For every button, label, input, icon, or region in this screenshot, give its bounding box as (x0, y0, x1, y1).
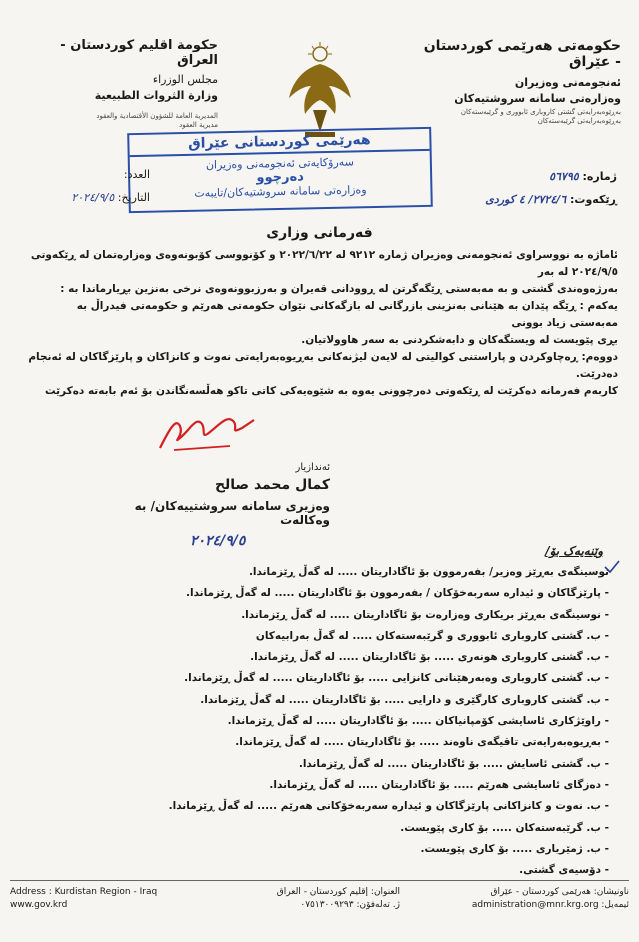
footer-english (10, 886, 157, 912)
footer-phone: ژ. تەلەفۆن: ٠٧٥١٣٠٠٩٢٩٣ (300, 900, 400, 910)
date-label-ar: التاريخ: (117, 191, 150, 204)
stamp-presidency: سەرۆکایەتی ئەنجومەنی وەزیران (205, 155, 354, 172)
document-body (28, 247, 618, 400)
footer-kurdish (429, 886, 629, 912)
body-paragraph-4: بڕی پێویست لە ویستگەکان و دابەشکردنی بە سەر هاوولاتیان. (301, 334, 618, 346)
header-kurdish (421, 38, 621, 126)
header-arabic (18, 38, 218, 130)
footer-website[interactable]: www.gov.krd (10, 900, 68, 910)
body-paragraph-2: بەرژەوەندی گشتی و بە مەبەستی ڕێگەگرتن لە ڕوودانی قەیران و بەرزبوونەوەی نرخی بەنزین بڕیارماندا بە : (60, 283, 618, 295)
stamp-ministry: وەزارەتی سامانە سروشتیەکان/تایبەت (194, 183, 367, 200)
cc-item: - ب. گشتی کاروباری کارگێری و دارایی ..... بۆ ئاگاداریتان ..... لە گەڵ ڕێزماندا. (200, 693, 609, 706)
footer-address-ar: العنوان: إقليم كوردستان - العراق (276, 887, 400, 897)
footer-arabic (240, 886, 400, 912)
footer-divider (10, 880, 629, 881)
header-gov-ar: حكومة اقليم كوردستان - العراق (60, 38, 218, 68)
cc-item: - راوێژکاری ئاسایشی کۆمپانیاکان ..... بۆ ئاگاداریتان ..... لە گەڵ ڕێزماندا. (227, 715, 609, 728)
signatory-role: ئەندازیار (295, 462, 330, 473)
body-paragraph-3: یەکەم : ڕێگە پێدان بە هێنانی بەنزینی بازرگانی لە بازگەکانی نێوان حکومەتی هەرێم و حکومەتی فیدراڵ بە مەبەستی زیاد بوونی (76, 300, 618, 329)
header-council-ku: ئەنجومەنی وەزیران (514, 76, 621, 89)
cc-item: - ب. ژمێریاری ..... بۆ کاری پێویست. (420, 842, 609, 855)
number-label-ku: ژمارە: (582, 170, 617, 183)
body-paragraph-1: ئاماژە بە نووسراوی ئەنجومەنی وەزیران ژمارە ٩٢١٢ لە ٢٠٢٢/٦/٢٢ و کۆنووسی کۆبونەوەی وەزارەتمان لە ڕێکەوتی ٢٠٢٤/٩/٥ لە بەر (30, 249, 618, 278)
outgoing-stamp (127, 127, 433, 213)
cc-item: - دۆسیەی گشتی. (519, 864, 609, 877)
header-council-ar: مجلس الوزراء (152, 73, 218, 86)
date-value-ar: ٢٠٢٤/٩/٥ (71, 191, 115, 204)
cc-item: - ب. گشتی کاروباری ئابووری و گرێبەستەکان ..... لە گەڵ بەرابیەکان (255, 629, 609, 642)
date-label-ku: ڕێکەوت: (570, 193, 617, 206)
cc-item: - ب. گشتی کاروباری هونەری ..... بۆ ئاگاداریتان ..... لە گەڵ ڕێزماندا. (250, 651, 609, 664)
kurdistan-emblem-icon (275, 40, 365, 140)
cc-item: - ب. نەوت و کانزاکانی پارێزگاکان و ئیدارە سەربەخۆکانی هەرێم ..... لە گەڵ ڕێزماندا. (168, 800, 609, 813)
body-paragraph-5: دووەم: ڕەچاوکردن و پاراستنی کوالیتی لە لایەن لیژنەکانی بەڕیوەبەرایەتی نەوت و کانزاکان و پارێزگاکان لە ئەنجام دەدرێت. (28, 351, 618, 380)
header-dept-ar: المديرية العامة للشؤون الأقتصادية والعقود (96, 112, 218, 120)
cc-item: - دەزگای ئاسایشی هەرێم ..... بۆ ئاگاداریتان ..... لە گەڵ ڕێزماندا. (269, 778, 609, 791)
cc-item: - ب. گشتی کاروباری وەبەرهێنانی کانزایی ..... بۆ ئاگاداریتان ..... لە گەڵ ڕێزماندا. (184, 672, 609, 685)
header-dept-ku: بەڕێوەبەرایەتی گشتی کاروباری ئابووری و گرێبەستەکان (460, 108, 621, 116)
reference-kurdish (485, 170, 617, 216)
footer-address-en: Address : Kurdistan Region - Iraq (10, 887, 158, 897)
number-label-ar: العدد: (123, 168, 150, 181)
number-value-ku: ٥٦٧٩٥ (549, 170, 579, 183)
document-title: فەرمانی وزاری (266, 225, 373, 241)
signatory-name: کمال محمد صالح (214, 477, 330, 493)
cc-item: - ب. گشتی ئاسایش ..... بۆ ئاگاداریتان ..... لە گەڵ ڕێزماندا. (298, 757, 609, 770)
signature-date: ٢٠٢٤/٩/٥ (190, 533, 246, 549)
footer-email[interactable]: ئیمەیل: administration@mnr.krg.org (471, 900, 629, 910)
header-subdept-ku: بەڕێوەبەرایەتی گرێبەستەکان (537, 117, 621, 125)
header-ministry-ku: وەزارەتی سامانە سروشتیەکان (454, 92, 621, 105)
date-value-ku: ٢٧٢٤/٦/ ٤ کوردی (485, 193, 567, 206)
cc-list (49, 562, 609, 881)
stamp-outgoing: دەرچوو (256, 169, 305, 186)
signature-icon (150, 398, 260, 458)
reference-arabic (40, 168, 150, 214)
body-paragraph-6: کاربەم فەرمانە دەکرێت لە ڕێکەوتی دەرچوونی یەوە بە شێوەیەکی کاتی تاکو هەڵسەنگاندن بۆ ئەم بابەتە دەکرێت (45, 385, 618, 397)
header-ministry-ar: وزارة الثروات الطبيعية (94, 89, 218, 102)
header-subdept-ar: مديرية العقود (179, 121, 218, 129)
stamp-region: هەرێمی کوردستانی عێراق (129, 129, 429, 157)
cc-item: - نوسینگەی بەڕێز بریکاری وەزارەت بۆ ئاگاداریتان ..... لە گەڵ ڕێزماندا. (241, 608, 609, 621)
header-gov-ku: حکومەتی هەرێمی کوردستان - عێراق (423, 38, 621, 70)
cc-item: نوسینگەی بەڕێز وەزیر/ بفەرموون بۆ ئاگاداریتان ..... لە گەڵ ڕێزماندا. (248, 566, 609, 578)
cc-item: - پارێزگاکان و ئیدارە سەربەخۆکان / بفەرموون بۆ ئاگاداریتان ..... لە گەڵ ڕێزماندا. (185, 587, 609, 600)
footer-address-ku: ناونیشان: هەرێمی کوردستان - عێراق (490, 887, 629, 897)
cc-title: وێنەیەک بۆ/ (545, 544, 603, 558)
signatory-position: وەزیری سامانە سروشتییەکان/ بە وەکالەت (134, 499, 330, 527)
signature-block (130, 462, 330, 549)
cc-item: - بەڕیوەبەرایەتی تاقیگەی ناوەند ..... بۆ ئاگاداریتان ..... لە گەڵ ڕێزماندا. (235, 736, 609, 749)
cc-item: - ب. گرێبەستەکان ..... بۆ کاری پێویست. (400, 821, 609, 834)
